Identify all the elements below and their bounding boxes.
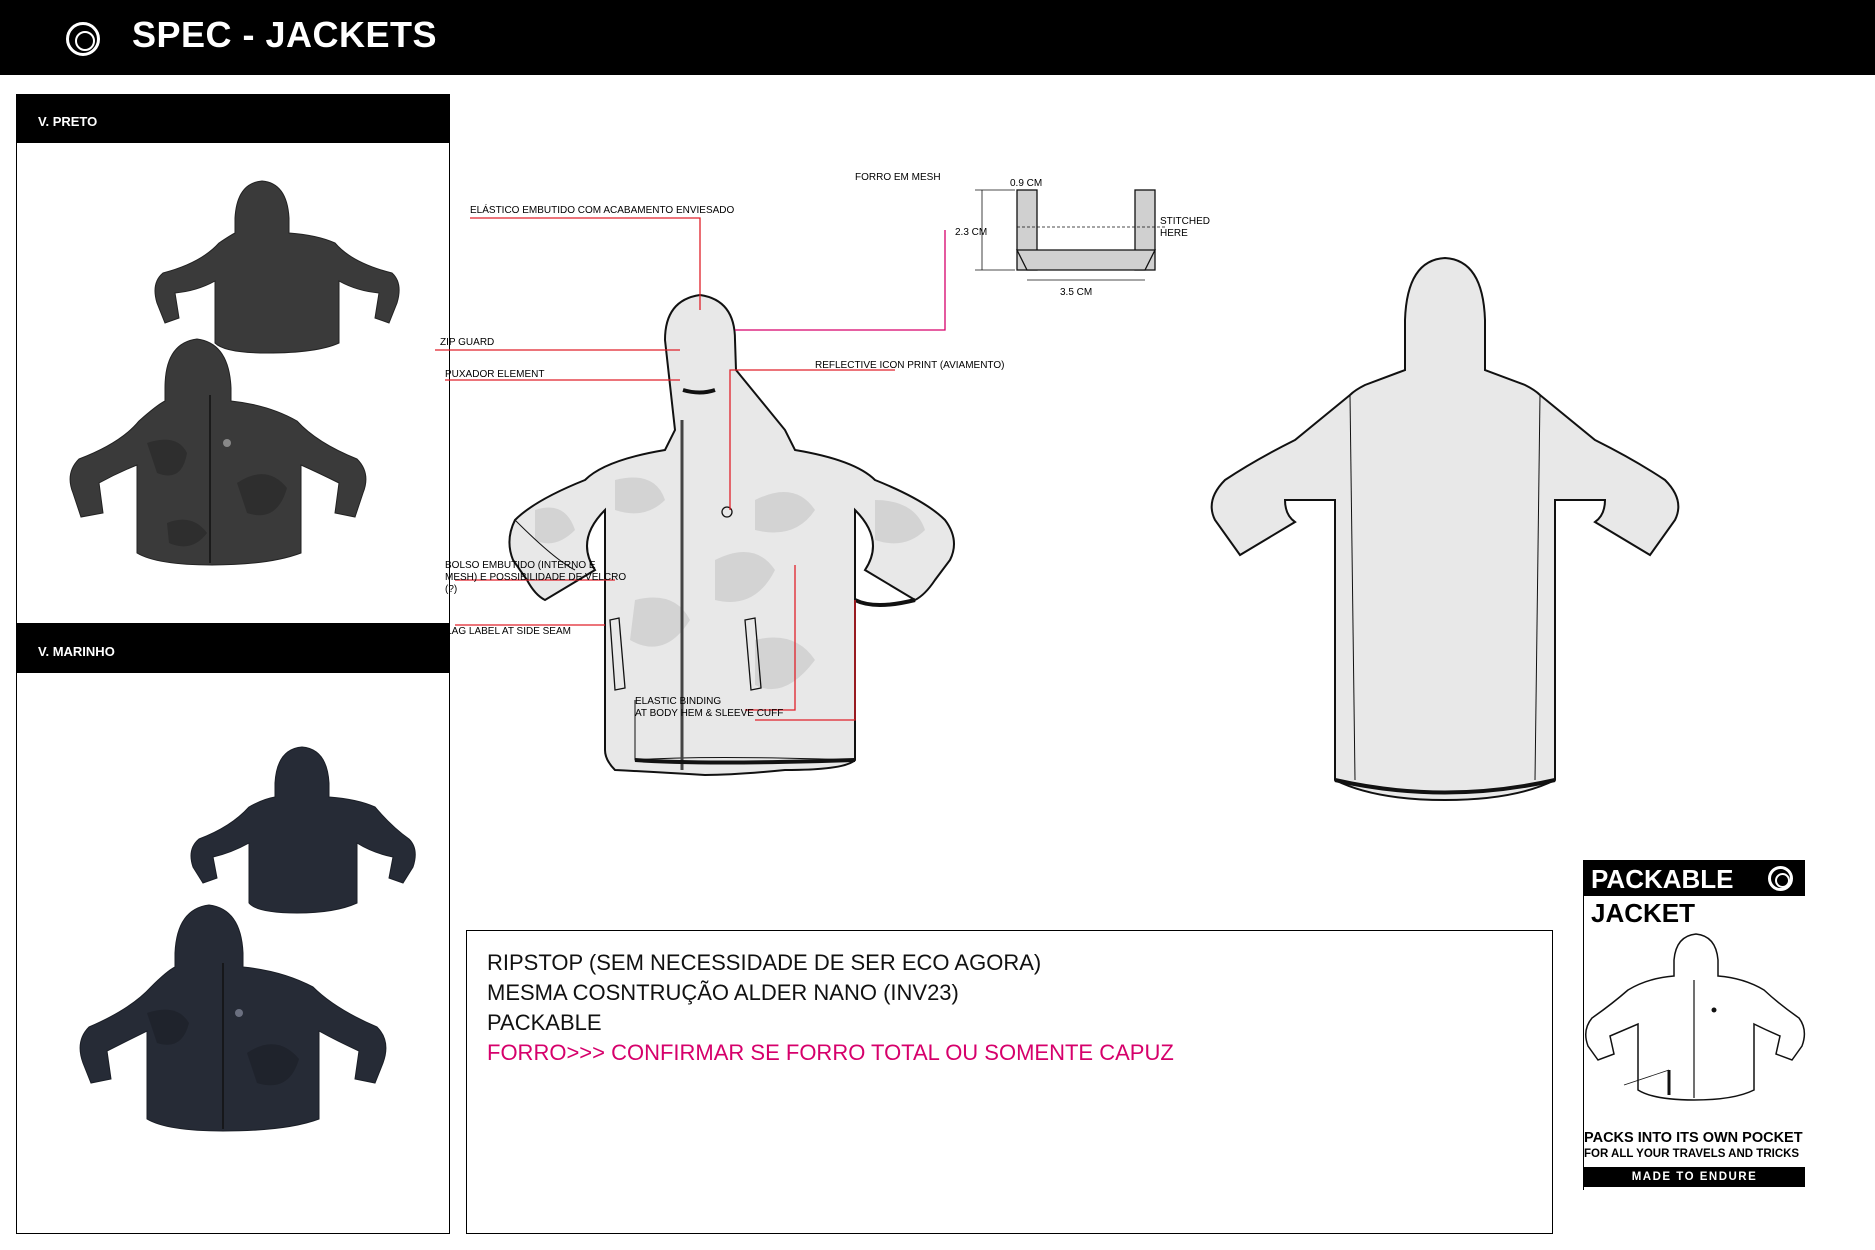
variant-panel-marinho xyxy=(16,624,450,1234)
callout-elastic-binding-line2: AT BODY HEM & SLEEVE CUFF xyxy=(635,708,784,719)
note-line: PACKABLE xyxy=(487,1010,602,1035)
element-logo-icon xyxy=(66,22,100,56)
callout-forro-mesh: FORRO EM MESH xyxy=(855,172,941,183)
variant-marinho-jackets-image xyxy=(17,673,449,1233)
page-title: SPEC - JACKETS xyxy=(132,14,438,55)
back-jacket-flat xyxy=(1212,258,1679,800)
callout-elastico: ELÁSTICO EMBUTIDO COM ACABAMENTO ENVIESADO xyxy=(470,205,735,216)
variant-panel-preto xyxy=(16,94,450,624)
detail-width-top: 0.9 CM xyxy=(1010,178,1043,189)
binding-detail-diagram xyxy=(975,190,1167,280)
callout-reflective: REFLECTIVE ICON PRINT (AVIAMENTO) xyxy=(815,360,1005,371)
note-line-highlight: FORRO>>> CONFIRMAR SE FORRO TOTAL OU SOMENTE CAPUZ xyxy=(487,1040,1174,1065)
page-header xyxy=(0,0,1875,75)
element-logo-icon xyxy=(1768,866,1793,891)
hangtag-jacket-illustration xyxy=(1584,930,1805,1130)
callout-bolso-line2: MESH) E POSSIBILIDADE DE VELCRO xyxy=(445,572,627,583)
note-line: RIPSTOP (SEM NECESSIDADE DE SER ECO AGORA) xyxy=(487,950,1042,975)
hangtag-tagline: PACKS INTO ITS OWN POCKET xyxy=(1584,1130,1803,1146)
detail-stitched-line2: HERE xyxy=(1160,228,1188,239)
hangtag-header xyxy=(1584,860,1805,896)
callout-flag-label: FLAG LABEL AT SIDE SEAM xyxy=(440,626,571,637)
callout-bolso-line3: (?) xyxy=(445,584,458,595)
variant-label: V. MARINHO xyxy=(17,625,449,673)
hangtag-badge: MADE TO ENDURE xyxy=(1584,1167,1805,1187)
construction-notes-box xyxy=(466,930,1553,1234)
variant-label: V. PRETO xyxy=(17,95,449,143)
hangtag-subtagline: FOR ALL YOUR TRAVELS AND TRICKS xyxy=(1584,1148,1800,1160)
hangtag-title-line2: JACKET xyxy=(1591,898,1696,928)
callout-elastic-binding-line1: ELASTIC BINDING xyxy=(635,696,722,707)
variant-preto-jackets-image xyxy=(17,143,449,621)
note-line: MESMA COSNTRUÇÃO ALDER NANO (INV23) xyxy=(487,980,959,1005)
callout-bolso-line1: BOLSO EMBUTIDO (INTERNO E xyxy=(445,560,596,571)
detail-height: 2.3 CM xyxy=(955,227,988,238)
packable-hangtag xyxy=(1583,860,1804,1190)
callout-zip-guard: ZIP GUARD xyxy=(440,337,495,348)
callout-puxador: PUXADOR ELEMENT xyxy=(445,369,545,380)
technical-flat-drawing xyxy=(440,140,1835,880)
detail-width-bottom: 3.5 CM xyxy=(1060,287,1093,298)
detail-stitched-line1: STITCHED xyxy=(1160,216,1210,227)
hangtag-title-line1: PACKABLE xyxy=(1591,864,1734,894)
